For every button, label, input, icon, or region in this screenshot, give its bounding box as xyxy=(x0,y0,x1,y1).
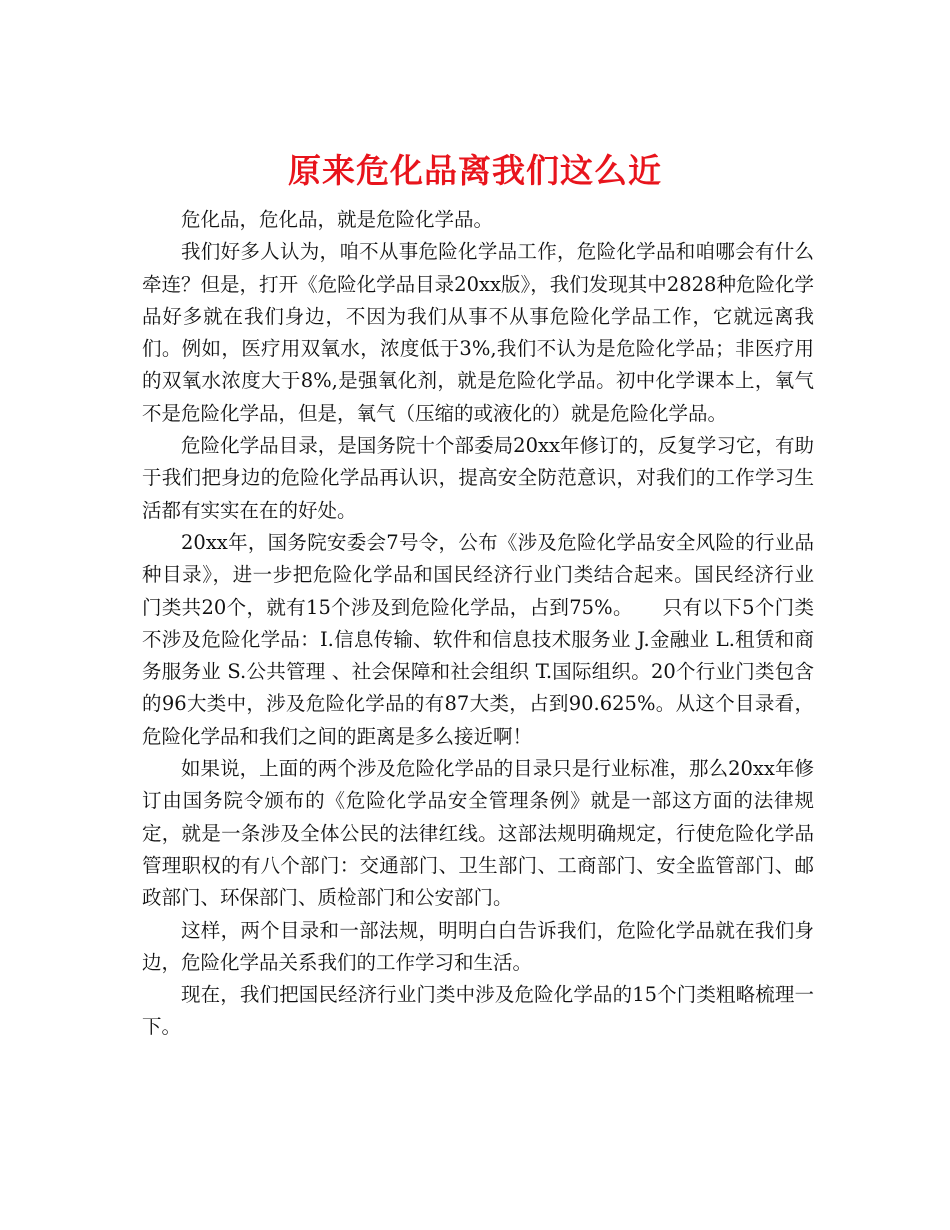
paragraph-3: 危险化学品目录，是国务院十个部委局20xx年修订的，反复学习它，有助于我们把身边的危险化学品再认识，提高安全防范意识，对我们的工作学习生活都有实实在在的好处。 xyxy=(142,434,814,522)
paragraph-4: 20xx年，国务院安委会7号令，公布《涉及危险化学品安全风险的行业品种目录》，进一步把危险化学品和国民经济行业门类结合起来。国民经济行业门类共20个，就有15个涉及到危险化学品，占到75%。 只有以下5个门类不涉及危险化学品：I.信息传输、软件和信息技术服务业 J.金融业 L.租赁和商务服务业 S.公共管理 、社会保障和社会组织 T.国际组织。20个行业门类包含的96大类中，涉及危险化学品的有87大类，占到90.625%。从这个目录看，危险化学品和我们之间的距离是多么接近啊！ xyxy=(142,530,814,748)
page-title: 原来危化品离我们这么近 xyxy=(288,151,662,191)
paragraph-7: 现在，我们把国民经济行业门类中涉及危险化学品的15个门类粗略梳理一下。 xyxy=(142,983,814,1039)
paragraph-6: 这样，两个目录和一部法规，明明白白告诉我们，危险化学品就在我们身边，危险化学品关系我们的工作学习和生活。 xyxy=(142,918,814,974)
article-body xyxy=(142,204,814,1044)
paragraph-1: 危化品，危化品，就是危险化学品。 xyxy=(181,208,494,231)
paragraph-5: 如果说，上面的两个涉及危险化学品的目录只是行业标准，那么20xx年修订由国务院令颁布的《危险化学品安全管理条例》就是一部这方面的法律规定，就是一条涉及全体公民的法律红线。这部法规明确规定，行使危险化学品管理职权的有八个部门：交通部门、卫生部门、工商部门、安全监管部门、邮政部门、环保部门、质检部门和公安部门。 xyxy=(142,757,814,910)
paragraph-2: 我们好多人认为，咱不从事危险化学品工作，危险化学品和咱哪会有什么牵连？但是，打开《危险化学品目录20xx版》，我们发现其中2828种危险化学品好多就在我们身边，不因为我们从事不从事危险化学品工作，它就远离我们。例如，医疗用双氧水，浓度低于3%,我们不认为是危险化学品；非医疗用的双氧水浓度大于8%,是强氧化剂，就是危险化学品。初中化学课本上，氧气不是危险化学品，但是，氧气（压缩的或液化的）就是危险化学品。 xyxy=(142,240,814,425)
